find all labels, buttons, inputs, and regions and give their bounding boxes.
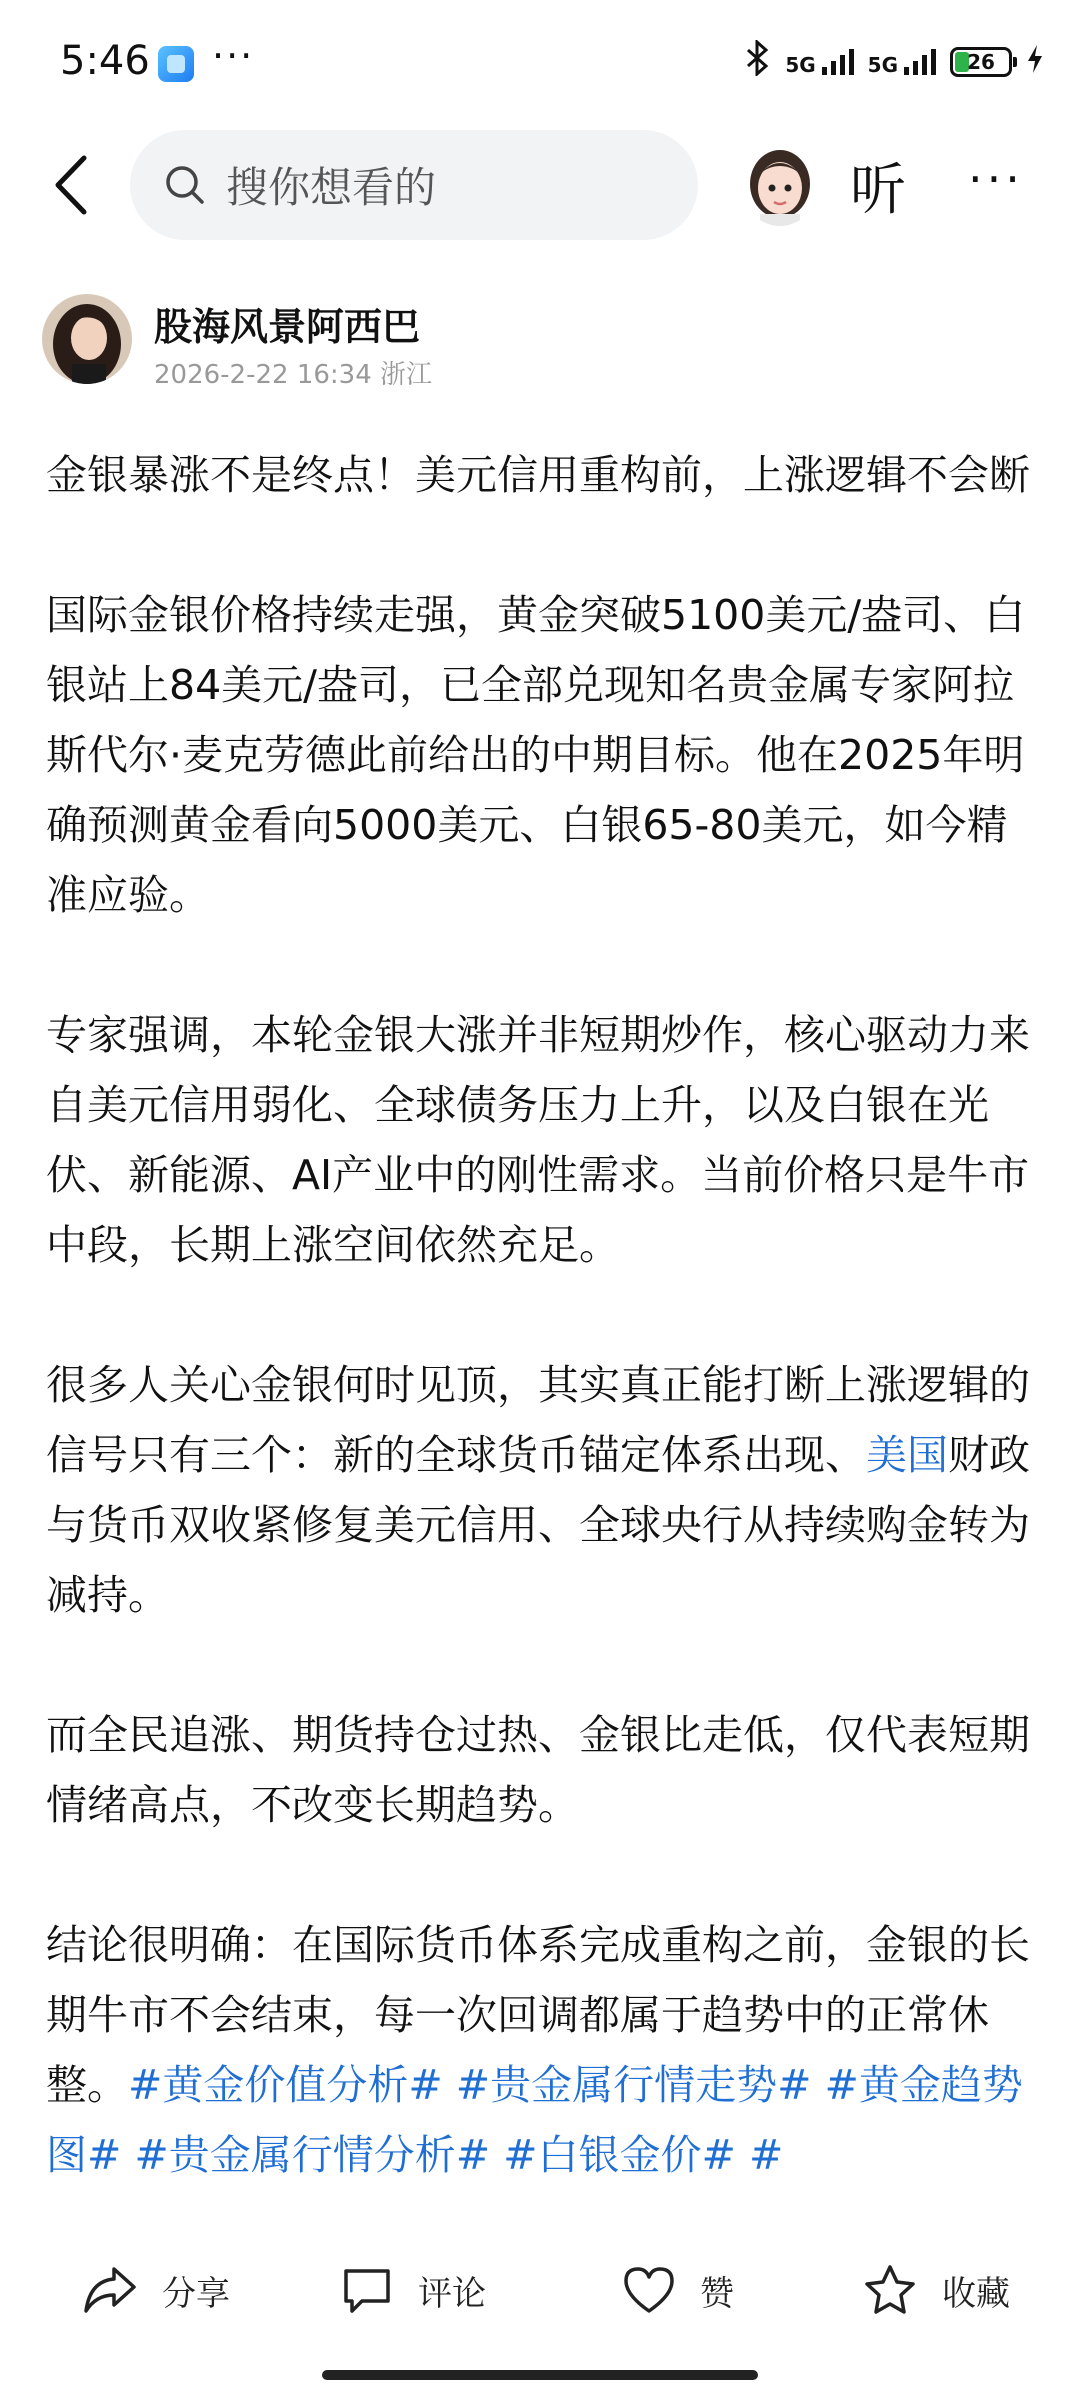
more-notifications-icon: ··· bbox=[212, 34, 255, 78]
status-bar bbox=[0, 0, 1080, 130]
favorite-label: 收藏 bbox=[942, 2273, 1010, 2314]
paragraph bbox=[46, 1350, 1046, 1630]
comment-label: 评论 bbox=[418, 2273, 486, 2314]
battery-icon bbox=[950, 47, 1012, 77]
star-icon bbox=[862, 2263, 918, 2317]
net1-label: 5G bbox=[785, 53, 816, 77]
post-date: 2026-2-22 16:34 bbox=[154, 360, 372, 390]
hashtag[interactable]: #黄金趋势图# bbox=[46, 2061, 1023, 2179]
hashtag[interactable]: #贵金属行情走势# bbox=[455, 2061, 812, 2109]
article-title: 金银暴涨不是终点！美元信用重构前，上涨逻辑不会断 bbox=[46, 451, 1030, 499]
paragraph: 专家强调，本轮金银大涨并非短期炒作，核心驱动力来自美元信用弱化、全球债务压力上升，以及白银在光伏、新能源、AI产业中的刚性需求。当前价格只是牛市中段，长期上涨空间依然充足。 bbox=[46, 1011, 1030, 1269]
charging-icon bbox=[1026, 44, 1044, 81]
bluetooth-icon bbox=[745, 40, 771, 85]
status-time: 5:46 bbox=[60, 38, 150, 84]
hashtag[interactable]: # bbox=[748, 2131, 784, 2179]
post-meta bbox=[154, 354, 432, 391]
paragraph: 而全民追涨、期货持仓过热、金银比走低，仅代表短期情绪高点，不改变长期趋势。 bbox=[46, 1711, 1030, 1829]
top-nav bbox=[0, 130, 1080, 240]
app-notification-icon bbox=[158, 46, 194, 82]
more-options-button[interactable]: ··· bbox=[968, 152, 1024, 206]
paragraph-text: 结论很明确：在国际货币体系完成重构之前，金银的长期牛市不会结束，每一次回调都属于趋势中的正常休整。 bbox=[46, 1921, 1030, 2109]
heart-icon bbox=[622, 2265, 676, 2315]
back-arrow-icon bbox=[46, 152, 102, 218]
topic-link-usa[interactable]: 美国 bbox=[866, 1431, 948, 1479]
paragraph bbox=[46, 1910, 1046, 2190]
paragraph-text: 财政与货币双收紧修复美元信用、全球央行从持续购金转为减持。 bbox=[46, 1431, 1030, 1619]
signal-icon-2 bbox=[868, 49, 936, 75]
hashtag[interactable]: #黄金价值分析# bbox=[128, 2061, 443, 2109]
author-name[interactable]: 股海风景阿西巴 bbox=[154, 305, 421, 349]
comment-button[interactable] bbox=[340, 2260, 486, 2320]
back-button[interactable] bbox=[46, 152, 102, 218]
signal-icon-1 bbox=[785, 49, 853, 75]
favorite-button[interactable] bbox=[862, 2260, 1010, 2320]
like-button[interactable] bbox=[622, 2260, 734, 2320]
paragraph-text: 很多人关心金银何时见顶，其实真正能打断上涨逻辑的信号只有三个：新的全球货币锚定体系出现、 bbox=[46, 1361, 1030, 1479]
search-icon bbox=[164, 164, 206, 206]
share-button[interactable] bbox=[82, 2260, 230, 2320]
article-body bbox=[46, 440, 1046, 2260]
author-avatar[interactable] bbox=[42, 294, 132, 384]
search-input[interactable] bbox=[130, 130, 698, 240]
post-location: 浙江 bbox=[380, 360, 433, 390]
share-icon bbox=[82, 2265, 138, 2315]
hashtag[interactable]: #贵金属行情分析# bbox=[134, 2131, 491, 2179]
net2-label: 5G bbox=[867, 53, 898, 77]
home-indicator[interactable] bbox=[322, 2370, 758, 2380]
paragraph: 国际金银价格持续走强，黄金突破5100美元/盎司、白银站上84美元/盎司，已全部兑现知名贵金属专家阿拉斯代尔·麦克劳德此前给出的中期目标。他在2025年明确预测黄金看向5000美元、白银65-80美元，如今精准应验。 bbox=[46, 591, 1026, 919]
search-placeholder: 搜你想看的 bbox=[226, 163, 437, 212]
hashtag[interactable]: #白银金价# bbox=[503, 2131, 736, 2179]
comment-icon bbox=[340, 2265, 394, 2315]
like-label: 赞 bbox=[700, 2273, 734, 2314]
battery-level: 26 bbox=[967, 50, 995, 74]
virtual-assistant-avatar[interactable] bbox=[742, 144, 818, 226]
listen-button[interactable]: 听 bbox=[850, 158, 906, 223]
share-label: 分享 bbox=[162, 2273, 230, 2314]
bottom-action-bar bbox=[0, 2250, 1080, 2330]
